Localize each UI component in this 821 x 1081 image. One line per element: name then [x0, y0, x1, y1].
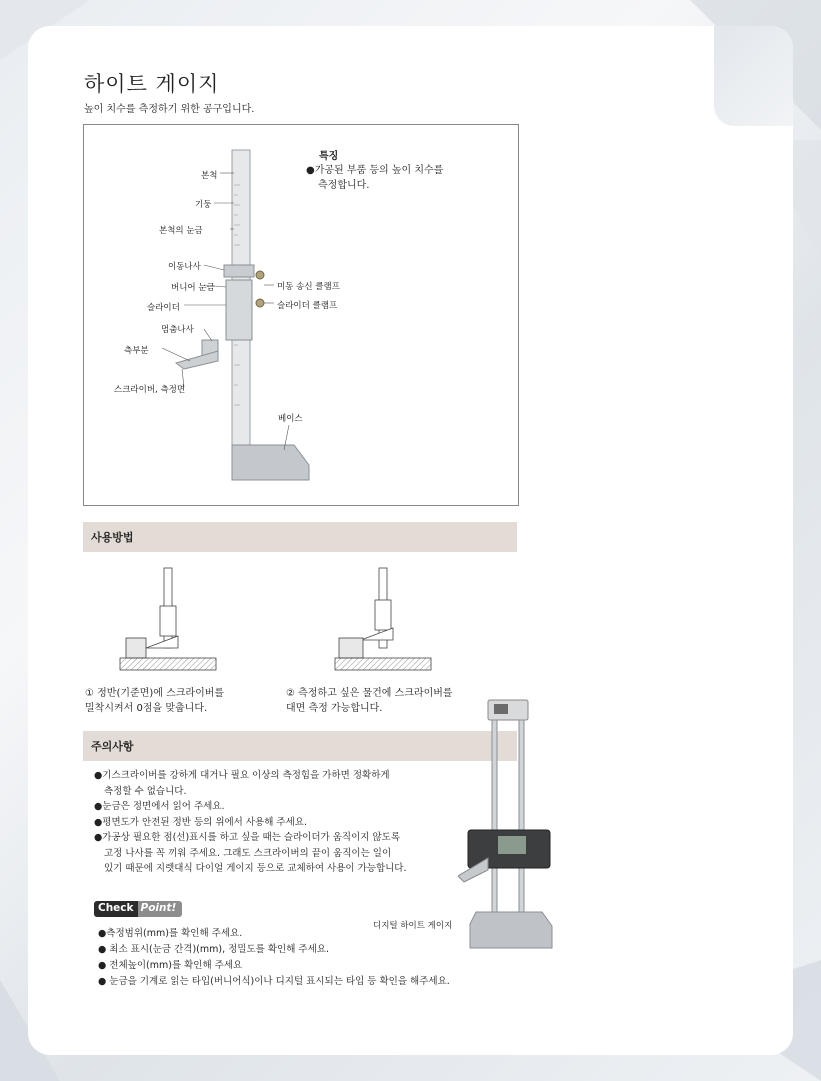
usage-step2-illustration — [331, 566, 441, 676]
usage-section-header — [83, 522, 517, 552]
check-badge-label: Check — [94, 901, 138, 917]
point-badge-label: Point! — [138, 901, 183, 917]
page-subtitle: 높이 치수를 측정하기 위한 공구입니다. — [84, 104, 255, 115]
label-lock-screw: 멈춤나사 — [161, 325, 194, 335]
usage-step1-illustration — [116, 566, 226, 676]
label-scriber: 스크라이버, 측정면 — [114, 385, 186, 395]
check-item: ● 눈금을 기계로 읽는 타입(버니어식)이나 디지털 표시되는 타입 등 확인을 해주세요. — [98, 976, 450, 987]
page-corner-tab — [714, 26, 793, 126]
usage-heading: 사용방법 — [91, 531, 134, 544]
caption-line: ① 정반(기준면)에 스크라이버를 — [85, 688, 225, 699]
check-point-badge — [94, 901, 182, 917]
label-main-scale: 본척 — [201, 171, 218, 181]
label-main-scale-graduation: 본척의 눈금 — [159, 226, 203, 236]
label-slider-clamp: 슬라이더 클램프 — [277, 301, 338, 311]
height-gauge-diagram — [83, 124, 519, 506]
features-text — [306, 163, 486, 193]
check-item: ●측정범위(mm)를 확인해 주세요. — [98, 928, 243, 939]
page-card — [28, 26, 793, 1055]
label-feed-screw: 이동나사 — [168, 262, 201, 272]
caution-line: ●눈금은 정면에서 읽어 주세요. — [94, 801, 225, 812]
caution-line: ●평면도가 안전된 정반 등의 위에서 사용해 주세요. — [94, 816, 307, 828]
check-item: ● 최소 표시(눈금 간격)(mm), 정밀도를 확인해 주세요. — [98, 944, 329, 955]
check-item: ● 전체높이(mm)를 확인해 주세요 — [98, 960, 243, 971]
caution-line: ●기스크라이버를 강하게 대거나 필요 이상의 측정힘을 가하면 정확하게 — [94, 770, 390, 781]
label-side-part: 측부분 — [124, 346, 149, 356]
caution-section-header — [83, 731, 517, 761]
label-column: 기둥 — [195, 200, 212, 210]
digital-height-gauge-photo — [458, 698, 553, 953]
check-list — [98, 926, 450, 990]
label-slider: 슬라이더 — [147, 303, 180, 313]
caution-heading: 주의사항 — [91, 740, 134, 753]
caption-line: ② 측정하고 싶은 물건에 스크라이버를 — [286, 688, 453, 699]
page-title: 하이트 게이지 — [84, 72, 220, 96]
caution-list — [94, 768, 454, 877]
caution-line: 고정 나사를 꼭 끼워 주세요. 그래도 스크라이버의 끝이 움직이는 일이 — [104, 847, 392, 859]
caption-line: 대면 측정 가능합니다. — [286, 703, 383, 714]
usage-step2-caption — [286, 686, 453, 716]
features-line: 측정합니다. — [318, 180, 370, 191]
caution-line: 있기 때문에 지렛대식 다이얼 게이지 등으로 교체하여 사용이 가능합니다. — [104, 863, 407, 874]
features-title: 특징 — [319, 151, 339, 162]
caution-line: 측정할 수 없습니다. — [104, 785, 187, 797]
usage-step1-caption — [85, 686, 224, 716]
digital-gauge-caption: 디지털 하이트 게이지 — [373, 921, 453, 931]
label-fine-feed-clamp: 미동 송신 클램프 — [277, 282, 340, 292]
caution-line: ●가공상 필요한 점(선)표시를 하고 싶을 때는 슬라이더가 움직이지 않도록 — [94, 832, 400, 843]
label-vernier-scale: 버니어 눈금 — [171, 283, 215, 293]
label-base: 베이스 — [278, 414, 303, 424]
features-line: ●가공된 부품 등의 높이 치수를 — [306, 165, 444, 176]
caption-line: 밀착시켜서 0점을 맞춥니다. — [85, 703, 208, 714]
